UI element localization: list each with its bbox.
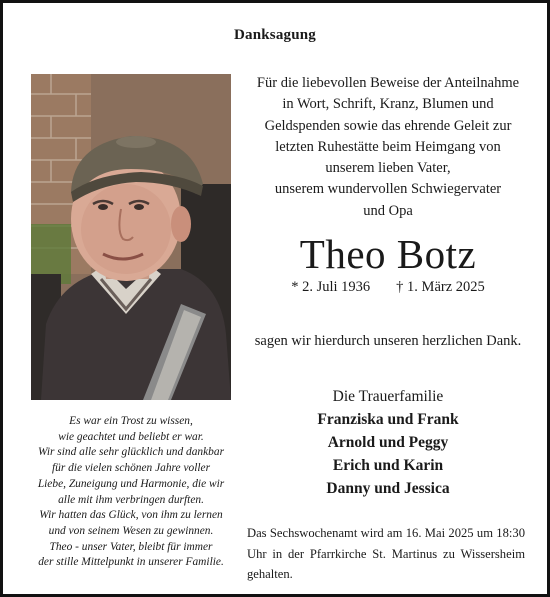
intro-line: unserem lieben Vater, — [325, 160, 451, 177]
intro-line: letzten Ruhestätte beim Heimgang von — [275, 138, 501, 155]
family-member: Danny und Jessica — [326, 480, 450, 497]
memorial-poem — [17, 414, 245, 571]
intro-line: Geldspenden sowie das ehrende Geleit zur — [264, 117, 512, 134]
thanks-line: sagen wir hierdurch unseren herzlichen Dank. — [254, 333, 522, 349]
family-member: Franziska und Frank — [317, 411, 459, 428]
deceased-name: Theo Botz — [299, 231, 477, 277]
poem-line: für die vielen schönen Jahre voller — [51, 462, 211, 475]
intro-line: und Opa — [363, 202, 413, 219]
poem-line: Theo - unser Vater, bleibt für immer — [49, 540, 213, 553]
poem-line: Es war ein Trost zu wissen, — [69, 415, 193, 427]
family-member: Arnold und Peggy — [327, 434, 449, 451]
poem-line: wie geachtet und beliebt er war. — [58, 430, 204, 443]
intro-line: Für die liebevollen Beweise der Anteilnahme — [256, 75, 520, 91]
poem-line: Wir sind alle sehr glücklich und dankbar — [37, 446, 225, 459]
service-announcement: Das Sechswochenamt wird am 16. Mai 2025 um 18:30 Uhr in der Pfarrkirche St. Martinus zu Wissersheim gehalten. — [247, 526, 525, 581]
life-dates — [243, 279, 533, 296]
poem-line: der stille Mittelpunkt in unserer Familie. — [38, 556, 224, 569]
family-member: Erich und Karin — [332, 457, 444, 474]
birth-date: * 2. Juli 1936 — [291, 279, 371, 295]
death-date: † 1. März 2025 — [396, 279, 485, 295]
portrait-photo — [31, 74, 231, 400]
poem-line: Wir hatten das Glück, von ihm zu lernen — [39, 509, 223, 522]
poem-line: alle mit ihm verbringen durften. — [58, 493, 204, 506]
intro-text — [243, 73, 533, 222]
intro-line: in Wort, Schrift, Kranz, Blumen und — [282, 96, 494, 113]
intro-line: unserem wundervollen Schwiegervater — [274, 181, 502, 198]
family-block — [243, 386, 533, 500]
poem-line: Liebe, Zuneigung und Harmonie, die wir — [37, 477, 225, 490]
poem-line: und von seinem Wesen zu gewinnen. — [48, 524, 214, 537]
notice-heading: Danksagung — [233, 27, 317, 43]
family-label: Die Trauerfamilie — [332, 388, 444, 405]
